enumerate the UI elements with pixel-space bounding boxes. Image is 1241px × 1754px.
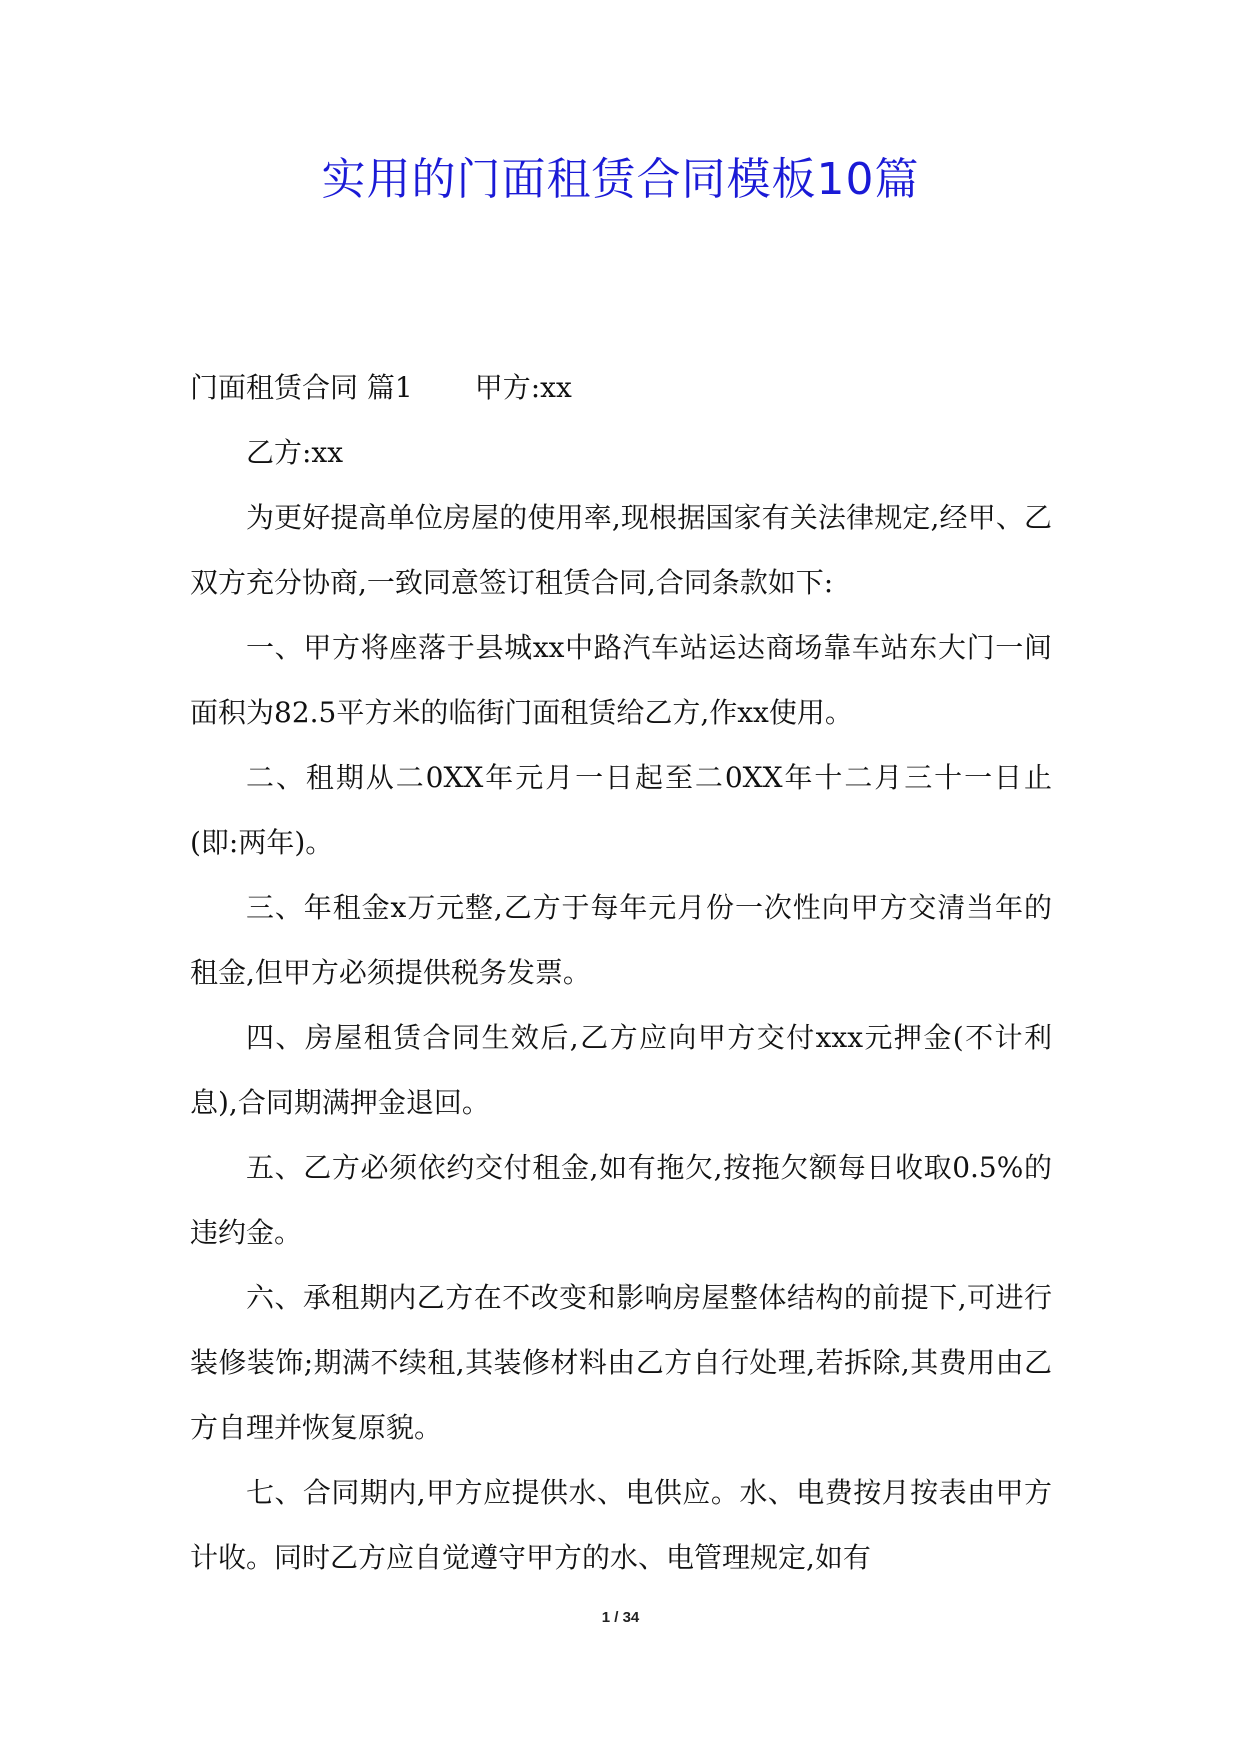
party-b: 乙方:xx — [246, 436, 344, 469]
section-heading-line — [190, 355, 1052, 420]
section-label: 门面租赁合同 篇1 — [190, 371, 413, 404]
document-body — [190, 355, 1052, 1590]
paragraph-clause-5: 五、乙方必须依约交付租金,如有拖欠,按拖欠额每日收取0.5%的违约金。 — [190, 1151, 1052, 1249]
paragraph-clause-2: 二、租期从二0XX年元月一日起至二0XX年十二月三十一日止(即:两年)。 — [190, 761, 1052, 859]
page-number: 1 / 34 — [601, 1609, 640, 1626]
paragraph-clause-7: 七、合同期内,甲方应提供水、电供应。水、电费按月按表由甲方计收。同时乙方应自觉遵守甲方的水、电管理规定,如有 — [190, 1476, 1052, 1574]
paragraph-clause-4: 四、房屋租赁合同生效后,乙方应向甲方交付xxx元押金(不计利息),合同期满押金退回。 — [190, 1021, 1052, 1119]
party-a: 甲方:xx — [474, 371, 572, 404]
paragraph-preamble: 为更好提高单位房屋的使用率,现根据国家有关法律规定,经甲、乙双方充分协商,一致同意签订租赁合同,合同条款如下: — [190, 501, 1052, 599]
paragraph-clause-6: 六、承租期内乙方在不改变和影响房屋整体结构的前提下,可进行装修装饰;期满不续租,其装修材料由乙方自行处理,若拆除,其费用由乙方自理并恢复原貌。 — [190, 1281, 1052, 1444]
paragraph-clause-3: 三、年租金x万元整,乙方于每年元月份一次性向甲方交清当年的租金,但甲方必须提供税务发票。 — [190, 891, 1052, 989]
document-title: 实用的门面租赁合同模板10篇 — [321, 154, 920, 205]
paragraph-clause-1: 一、甲方将座落于县城xx中路汽车站运达商场靠车站东大门一间面积为82.5平方米的临街门面租赁给乙方,作xx使用。 — [190, 631, 1052, 729]
